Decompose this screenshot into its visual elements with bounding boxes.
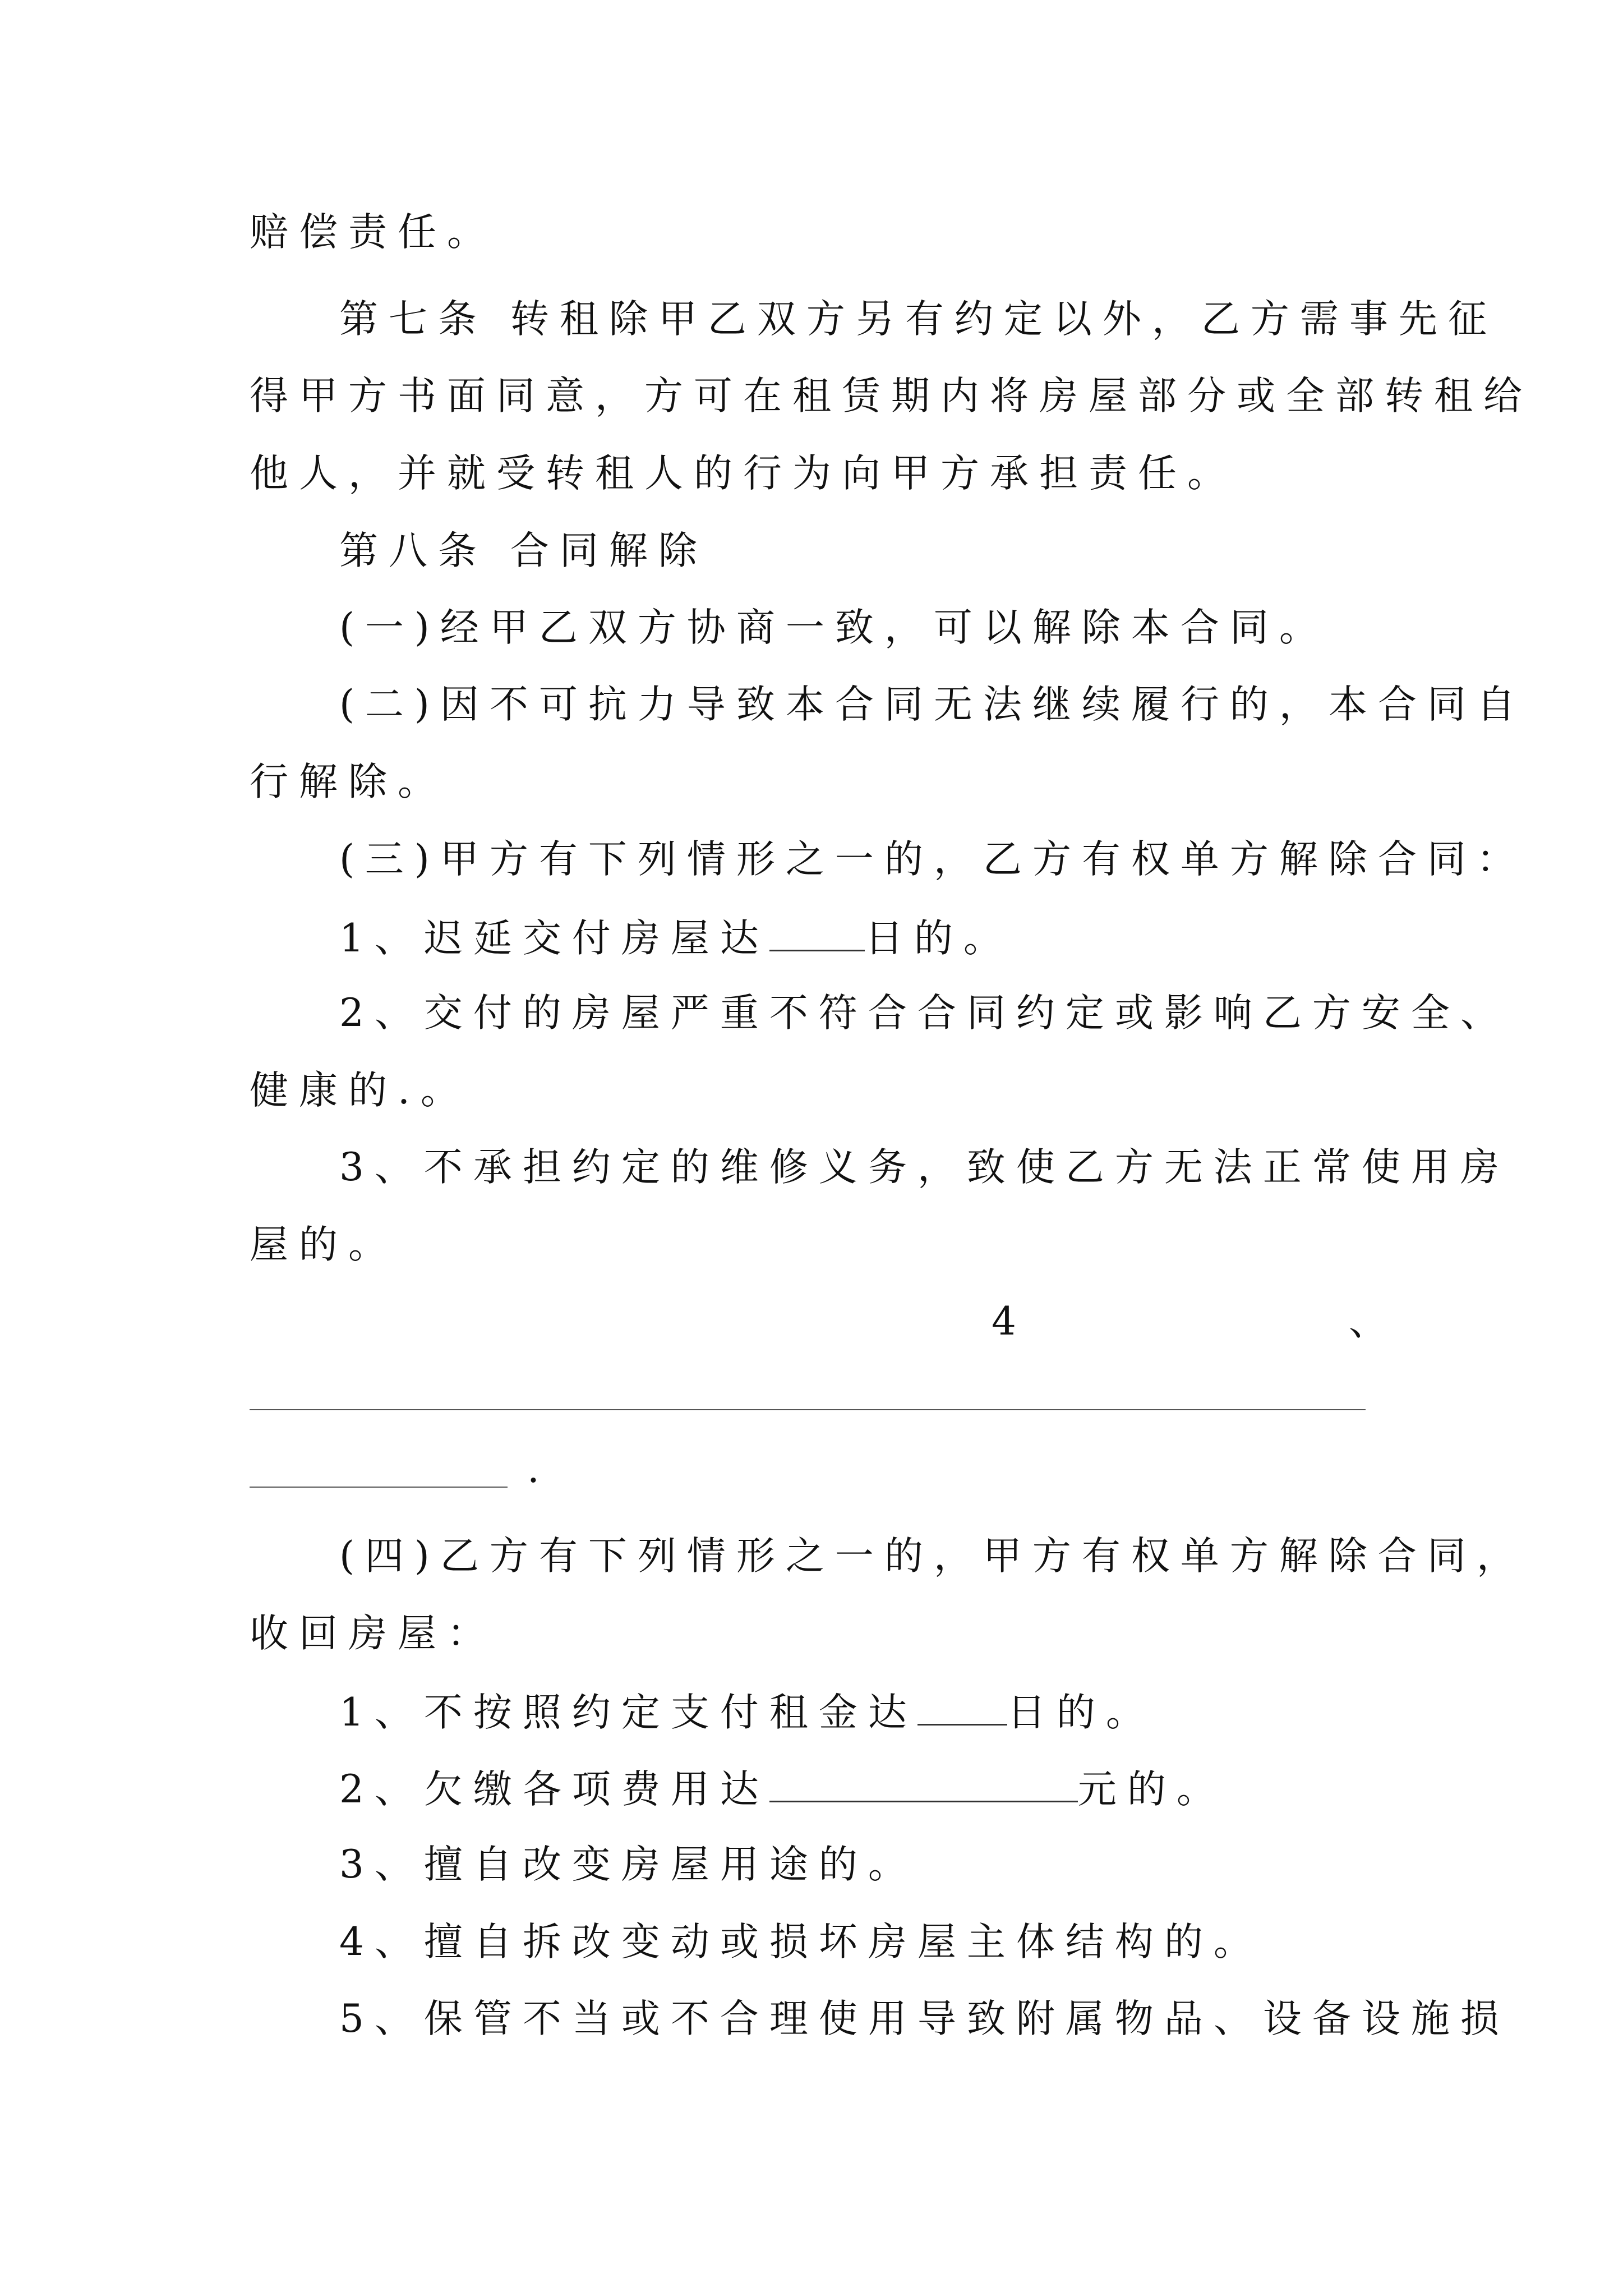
item-text: 1、迟延交付房屋达 (339, 916, 769, 961)
article-7-heading-line: 第七条 转租除甲乙双方另有约定以外，乙方需事先征 (339, 297, 1497, 342)
text-line: 3、不承担约定的维修义务，致使乙方无法正常使用房 (339, 1145, 1510, 1190)
text-line: 4、擅自拆改变动或损坏房屋主体结构的。 (339, 1920, 1263, 1964)
text-line: 3、擅自改变房屋用途的。 (339, 1842, 917, 1887)
article-8-heading: 第八条 合同解除 (339, 528, 708, 573)
fill-item-fees (339, 1767, 1226, 1812)
item-text: 1、不按照约定支付租金达 (339, 1690, 917, 1735)
clause-3: (三)甲方有下列情形之一的，乙方有权单方解除合同： (339, 837, 1526, 882)
item-text: 元的。 (1077, 1767, 1226, 1812)
text-line: 得甲方书面同意，方可在租赁期内将房屋部分或全部转租给 (250, 374, 1533, 418)
blank-fees-amount[interactable] (769, 1768, 1078, 1802)
blank-item-4-line-short[interactable] (250, 1487, 508, 1488)
item-4-end: . (527, 1447, 550, 1492)
text-line: 他人，并就受转租人的行为向甲方承担责任。 (250, 451, 1237, 496)
clause-4: (四)乙方有下列情形之一的，甲方有权单方解除合同， (339, 1534, 1526, 1579)
text-line: 屋的。 (250, 1222, 398, 1267)
text-line: 2、交付的房屋严重不符合合同约定或影响乙方安全、 (339, 991, 1510, 1036)
item-text: 日的。 (864, 916, 1013, 961)
fill-item-rent (339, 1690, 1155, 1735)
item-text: 2、欠缴各项费用达 (339, 1767, 769, 1812)
fill-item-delay (339, 916, 1013, 961)
text-line: 行解除。 (250, 760, 447, 804)
clause-1: (一)经甲乙双方协商一致，可以解除本合同。 (339, 605, 1329, 650)
text-line: 健康的.。 (250, 1068, 470, 1113)
text-line: 赔偿责任。 (250, 210, 496, 255)
text-line: 5、保管不当或不合理使用导致附属物品、设备设施损 (339, 1996, 1510, 2041)
item-4-number: 4 (992, 1299, 1027, 1344)
clause-2: (二)因不可抗力导致本合同无法继续履行的，本合同自 (339, 682, 1526, 727)
item-4-mark: 、 (1349, 1299, 1398, 1344)
blank-days-delay[interactable] (769, 917, 865, 951)
text-line: 收回房屋： (250, 1611, 496, 1656)
item-text: 日的。 (1007, 1690, 1155, 1735)
blank-item-4-line[interactable] (250, 1409, 1366, 1410)
blank-days-rent[interactable] (917, 1691, 1007, 1726)
